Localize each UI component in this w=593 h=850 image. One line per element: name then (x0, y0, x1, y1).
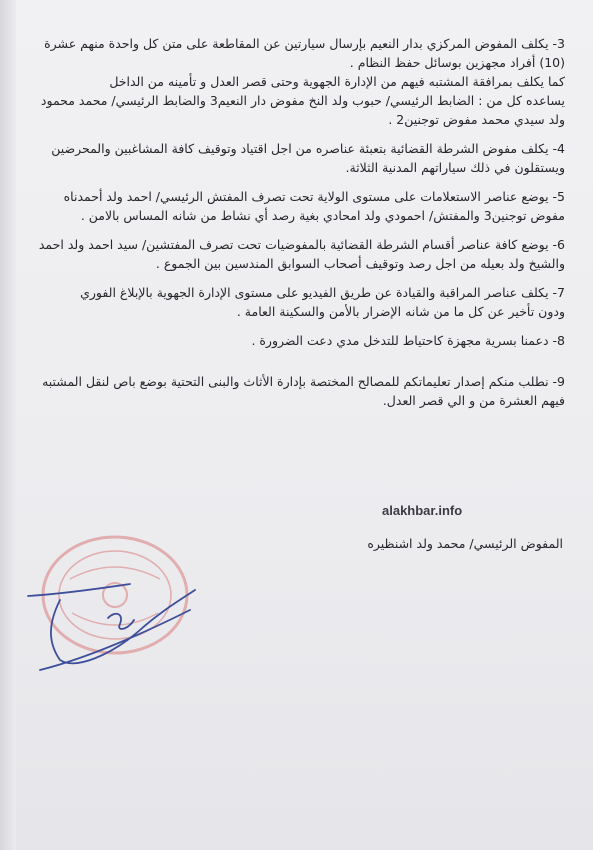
text-line: كما يكلف بمرافقة المشتبه فيهم من الإدارة الجهوية وحتى قصر العدل و تأمينه من الداخل (109, 74, 565, 89)
text-line: 7- يكلف عناصر المراقبة والقيادة عن طريق الفيديو على مستوى الإدارة الجهوية بالإبلاغ الفوري (80, 285, 565, 300)
signature-text: المفوض الرئيسي/ محمد ولد اشنظيره (367, 536, 563, 551)
text-line: يساعده كل من : الضابط الرئيسي/ حبوب ولد النخ مفوض دار النعيم3 والضابط الرئيسي/ محمد محمود (40, 93, 565, 108)
text-line: 3- يكلف المفوض المركزي بدار النعيم بإرسال سيارتين عن المقاطعة على متن كل واحدة منهم عشرة (44, 36, 565, 51)
paragraph (45, 187, 565, 225)
text-line: فيهم العشرة من و الي قصر العدل. (382, 393, 565, 408)
text-line: 4- يكلف مفوض الشرطة القضائية بتعبئة عناصره من اجل اقتياد وتوقيف كافة المشاغبين والمحرضين (51, 141, 565, 156)
text-line: (10) أفراد مجهزين بوسائل حفظ النظام . (349, 55, 565, 70)
document-body (38, 34, 565, 420)
text-line: 8- دعمنا بسرية مجهزة كاحتياط للتدخل مدي دعت الضرورة . (251, 333, 565, 348)
text-line: 5- يوضع عناصر الاستعلامات على مستوى الولاية تحت تصرف المفتش الرئيسي/ احمد ولد أحمدناه (63, 189, 565, 204)
text-line: 9- نطلب منكم إصدار تعليماتكم للمصالح المختصة بإدارة الأثاث والبنى التحتية بوضع باص لنقل المشتبه (42, 374, 565, 389)
paragraph (42, 372, 565, 410)
text-line: 6- يوضع كافة عناصر أقسام الشرطة القضائية بالمفوضيات تحت تصرف المفتشين/ سيد احمد ولد احمد (38, 237, 565, 252)
text-line: والشيخ ولد بعيله من اجل رصد وتوقيف أصحاب السوابق المندسين بين الجموع . (155, 256, 565, 271)
paragraph (45, 283, 565, 321)
text-line: ولد سيدي محمد مفوض توجنين2 . (388, 112, 565, 127)
text-line: مفوض توجنين3 والمفتش/ احمودي ولد امحادي بغية رصد أي نشاط من شانه المساس بالامن . (80, 208, 565, 223)
paragraph (45, 331, 565, 350)
paper-edge (0, 0, 16, 850)
signature-scribble (20, 560, 200, 680)
paragraph (40, 34, 565, 129)
paragraph (38, 235, 565, 273)
paragraph (45, 139, 565, 177)
watermark: alakhbar.info (382, 503, 463, 518)
text-line: ودون تأخير عن كل ما من شانه الإضرار بالأمن والسكينة العامة . (236, 304, 565, 319)
text-line: ويستقلون في ذلك سياراتهم المدنية الثلاثة. (345, 160, 565, 175)
